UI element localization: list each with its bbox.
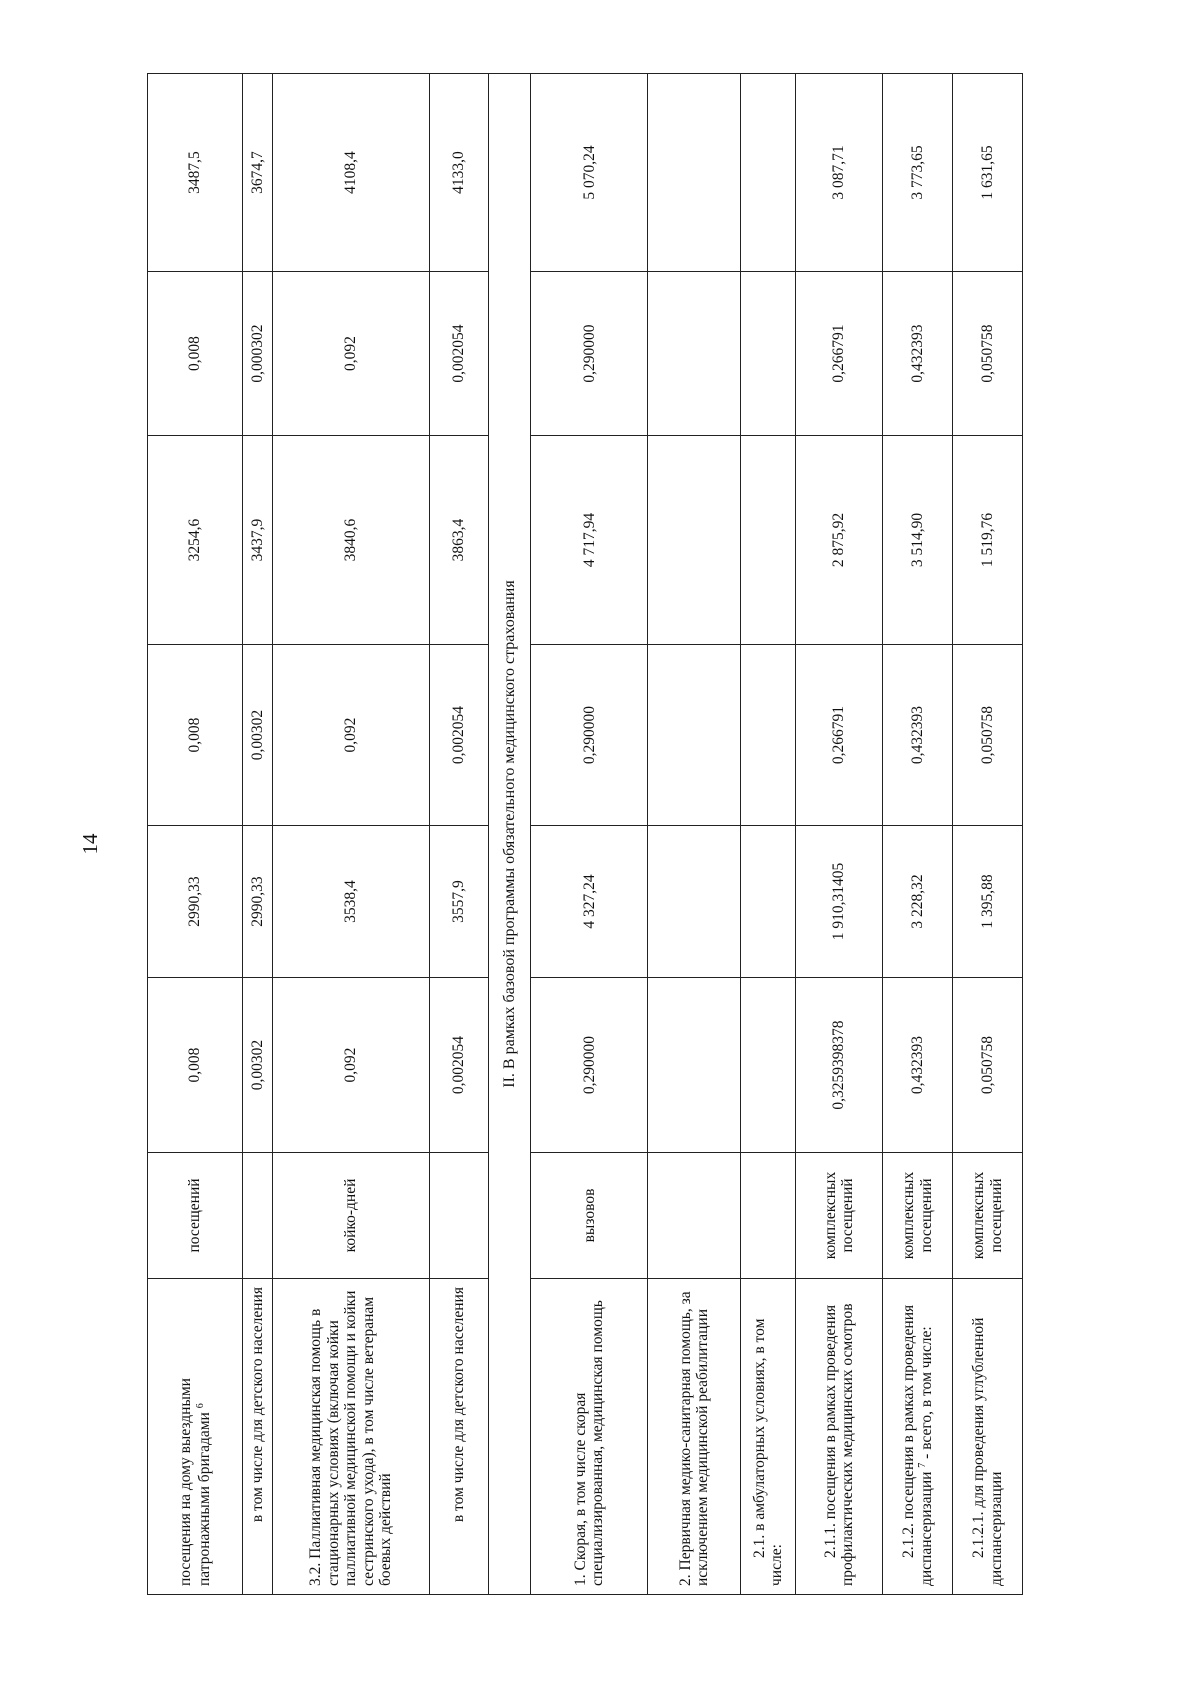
cell-v3: 3 773,65: [883, 74, 953, 272]
cell-n3: [647, 272, 740, 436]
cell-n2: [741, 645, 796, 826]
cell-n2: 0,00302: [243, 645, 273, 826]
cell-v1: 2990,33: [243, 826, 273, 978]
cell-v1: 1 910,31405: [796, 826, 883, 978]
cell-n2: 0,050758: [953, 645, 1023, 826]
row-unit: [647, 1153, 740, 1279]
cell-v2: 3 514,90: [883, 436, 953, 645]
cell-v3: 3 087,71: [796, 74, 883, 272]
row-name: 2.1.2. посещения в рамках проведения диспансеризации $^7$ - всего, в том числе:: [883, 1279, 953, 1595]
table-row: [148, 74, 243, 1595]
cell-n2: 0,290000: [531, 645, 648, 826]
cell-n2: [647, 645, 740, 826]
row-name: в том числе для детского населения: [243, 1279, 273, 1595]
footnote-mark: 6: [194, 1403, 206, 1409]
cell-v2: 2 875,92: [796, 436, 883, 645]
cell-v1: 3 228,32: [883, 826, 953, 978]
cell-n1: 0,00302: [243, 978, 273, 1153]
cell-n1: [741, 978, 796, 1153]
table-row: [741, 74, 796, 1595]
cell-v2: 3254,6: [148, 436, 243, 645]
cell-n1: 0,290000: [531, 978, 648, 1153]
cell-n1: 0,3259398378: [796, 978, 883, 1153]
cell-n3: 0,290000: [531, 272, 648, 436]
row-unit: вызовов: [531, 1153, 648, 1279]
cell-n2: 0,092: [272, 645, 429, 826]
row-unit: [429, 1153, 488, 1279]
cell-n2: 0,008: [148, 645, 243, 826]
cell-n1: 0,432393: [883, 978, 953, 1153]
table-row: [429, 74, 488, 1595]
cell-n2: 0,002054: [429, 645, 488, 826]
cell-v1: 2990,33: [148, 826, 243, 978]
table-row: [796, 74, 883, 1595]
row-unit: койко-дней: [272, 1153, 429, 1279]
row-unit: комплексных посещений: [953, 1153, 1023, 1279]
cell-n3: 0,092: [272, 272, 429, 436]
cell-v3: 1 631,65: [953, 74, 1023, 272]
cell-n3: 0,008: [148, 272, 243, 436]
cell-n1: 0,092: [272, 978, 429, 1153]
cell-n2: 0,432393: [883, 645, 953, 826]
cell-n3: 0,266791: [796, 272, 883, 436]
cell-v3: [647, 74, 740, 272]
table-row: [883, 74, 953, 1595]
cell-n1: [647, 978, 740, 1153]
row-unit: посещений: [148, 1153, 243, 1279]
cell-v2: 4 717,94: [531, 436, 648, 645]
row-name: 2.1.2.1. для проведения углубленной диспансеризации: [953, 1279, 1023, 1595]
row-name: посещения на дому выездными патронажными бригадами $^6$: [148, 1279, 243, 1595]
table-row: [243, 74, 273, 1595]
cell-n2: 0,266791: [796, 645, 883, 826]
cell-n1: 0,008: [148, 978, 243, 1153]
cell-v1: 3557,9: [429, 826, 488, 978]
table-row: [953, 74, 1023, 1595]
row-name: 2. Первичная медико-санитарная помощь, за исключением медицинской реабилитации: [647, 1279, 740, 1595]
table-row: [647, 74, 740, 1595]
row-name: в том числе для детского населения: [429, 1279, 488, 1595]
table-row: [272, 74, 429, 1595]
cell-v2: 3840,6: [272, 436, 429, 645]
rotated-table-container: [147, 74, 1023, 1595]
cell-n3: 0,002054: [429, 272, 488, 436]
cell-n3: 0,000302: [243, 272, 273, 436]
cell-v2: [741, 436, 796, 645]
cell-v3: [741, 74, 796, 272]
cell-v1: 1 395,88: [953, 826, 1023, 978]
row-name: 3.2. Паллиативная медицинская помощь в стационарных условиях (включая койки паллиативной медицинской помощи и койки сестринского ухода), в том числе ветеранам боевых действий: [272, 1279, 429, 1595]
row-unit: [741, 1153, 796, 1279]
row-unit: [243, 1153, 273, 1279]
cell-v1: 3538,4: [272, 826, 429, 978]
cell-v2: 1 519,76: [953, 436, 1023, 645]
cell-v1: [647, 826, 740, 978]
norms-table: [147, 73, 1023, 1595]
row-name: 2.1. в амбулаторных условиях, в том числе:: [741, 1279, 796, 1595]
cell-n1: 0,002054: [429, 978, 488, 1153]
cell-v3: 3674,7: [243, 74, 273, 272]
row-name: 1. Скорая, в том числе скорая специализированная, медицинская помощь: [531, 1279, 648, 1595]
table-row: [531, 74, 648, 1595]
section-row: [489, 74, 531, 1595]
footnote-mark: 7: [916, 1462, 928, 1468]
page-number: 14: [78, 833, 102, 855]
cell-v2: 3437,9: [243, 436, 273, 645]
cell-v1: 4 327,24: [531, 826, 648, 978]
cell-v2: [647, 436, 740, 645]
row-unit: комплексных посещений: [883, 1153, 953, 1279]
cell-n3: [741, 272, 796, 436]
cell-v3: 4108,4: [272, 74, 429, 272]
cell-v3: 4133,0: [429, 74, 488, 272]
cell-n1: 0,050758: [953, 978, 1023, 1153]
cell-v2: 3863,4: [429, 436, 488, 645]
cell-n3: 0,432393: [883, 272, 953, 436]
row-unit: комплексных посещений: [796, 1153, 883, 1279]
cell-v3: 3487,5: [148, 74, 243, 272]
section-title: II. В рамках базовой программы обязательного медицинского страхования: [489, 74, 531, 1595]
cell-v3: 5 070,24: [531, 74, 648, 272]
cell-v1: [741, 826, 796, 978]
cell-n3: 0,050758: [953, 272, 1023, 436]
row-name: 2.1.1. посещения в рамках проведения профилактических медицинских осмотров: [796, 1279, 883, 1595]
